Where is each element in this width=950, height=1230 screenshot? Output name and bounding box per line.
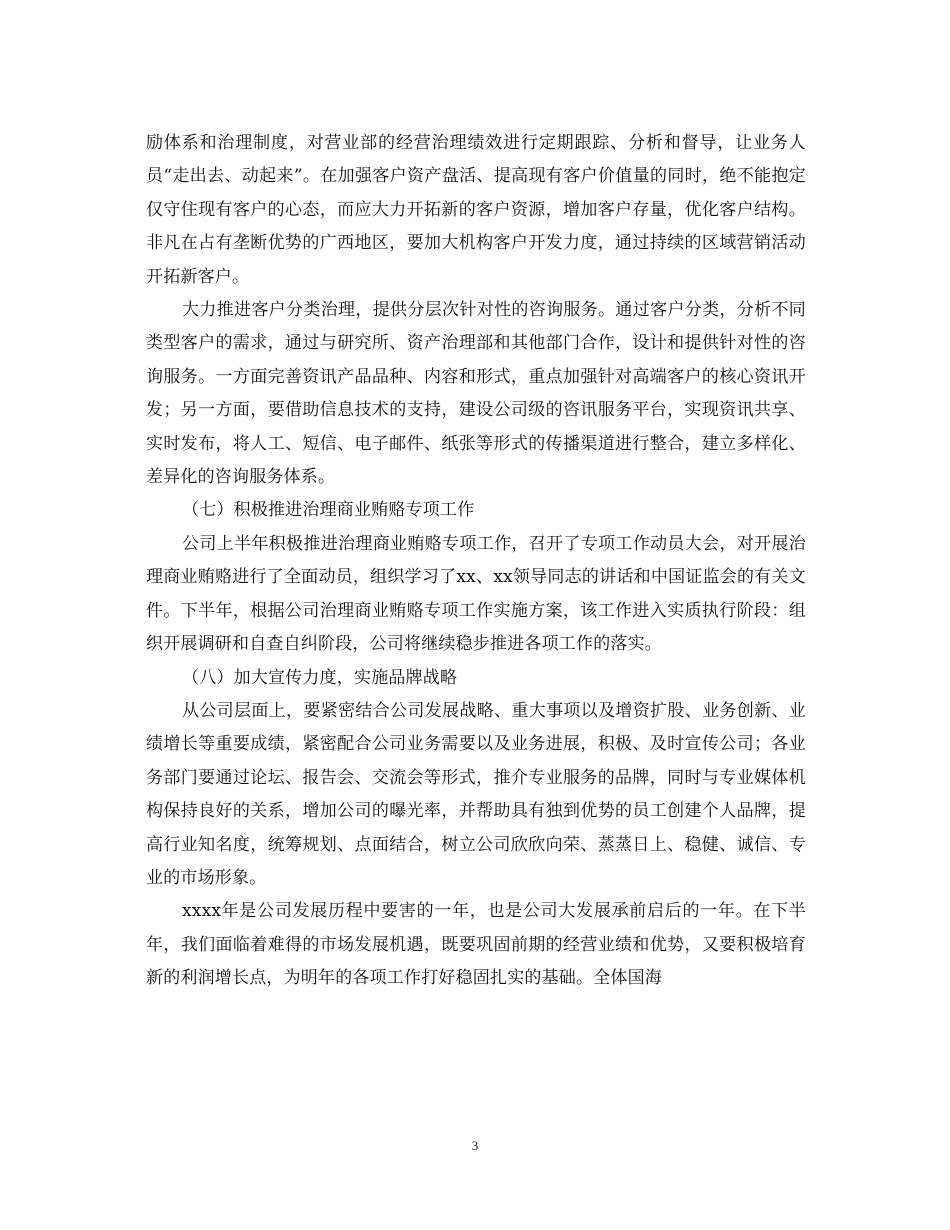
paragraph-brand-strategy: 从公司层面上，要紧密结合公司发展战略、重大事项以及增资扩股、业务创新、业绩增长等重要成绩，紧密配合公司业务需要以及业务进展，积极、及时宣传公司；各业务部门要通过论坛、报告会、交流会等形式，推介专业服务的品牌，同时与专业媒体机构保持良好的关系，增加公司的曝光率，并帮助具有独到优势的员工创建个人品牌，提高行业知名度，统筹规划、点面结合，树立公司欣欣向荣、蒸蒸日上、稳健、诚信、专业的市场形象。 <box>146 700 806 888</box>
document-body <box>146 127 806 996</box>
paragraph-continuation: 励体系和治理制度，对营业部的经营治理绩效进行定期跟踪、分析和督导，让业务人员“走出去、动起来”。在加强客户资产盘活、提高现有客户价值量的同时，绝不能抱定仅守住现有客户的心态，而应大力开拓新的客户资源，增加客户存量，优化客户结构。非凡在占有垄断优势的广西地区，要加大机构客户开发力度，通过持续的区域营销活动开拓新客户。 <box>146 133 806 287</box>
section-heading-seven: （七）积极推进治理商业贿赂专项工作 <box>182 500 475 521</box>
paragraph-year-outlook: xxxx年是公司发展历程中要害的一年，也是公司大发展承前启后的一年。在下半年，我们面临着难得的市场发展机遇，既要巩固前期的经营业绩和优势，又要积极培育新的利润增长点，为明年的各项工作打好稳固扎实的基础。全体国海 <box>146 901 806 989</box>
page-number: 3 <box>471 1138 479 1153</box>
section-heading-eight: （八）加大宣传力度，实施品牌战略 <box>182 667 458 688</box>
paragraph-client-classification: 大力推进客户分类治理，提供分层次针对性的咨询服务。通过客户分类，分析不同类型客户的需求，通过与研究所、资产治理部和其他部门合作，设计和提供针对性的咨询服务。一方面完善资讯产品品种、内容和形式，重点加强针对高端客户的核心资讯开发；另一方面，要借助信息技术的支持，建设公司级的咨讯服务平台，实现资讯共享、实时发布，将人工、短信、电子邮件、纸张等形式的传播渠道进行整合，建立多样化、差异化的咨询服务体系。 <box>146 300 806 488</box>
paragraph-anti-bribery: 公司上半年积极推进治理商业贿赂专项工作，召开了专项工作动员大会，对开展治理商业贿赂进行了全面动员，组织学习了xx、xx领导同志的讲话和中国证监会的有关文件。下半年，根据公司治理商业贿赂专项工作实施方案，该工作进入实质执行阶段：组织开展调研和自查自纠阶段，公司将继续稳步推进各项工作的落实。 <box>146 533 806 655</box>
